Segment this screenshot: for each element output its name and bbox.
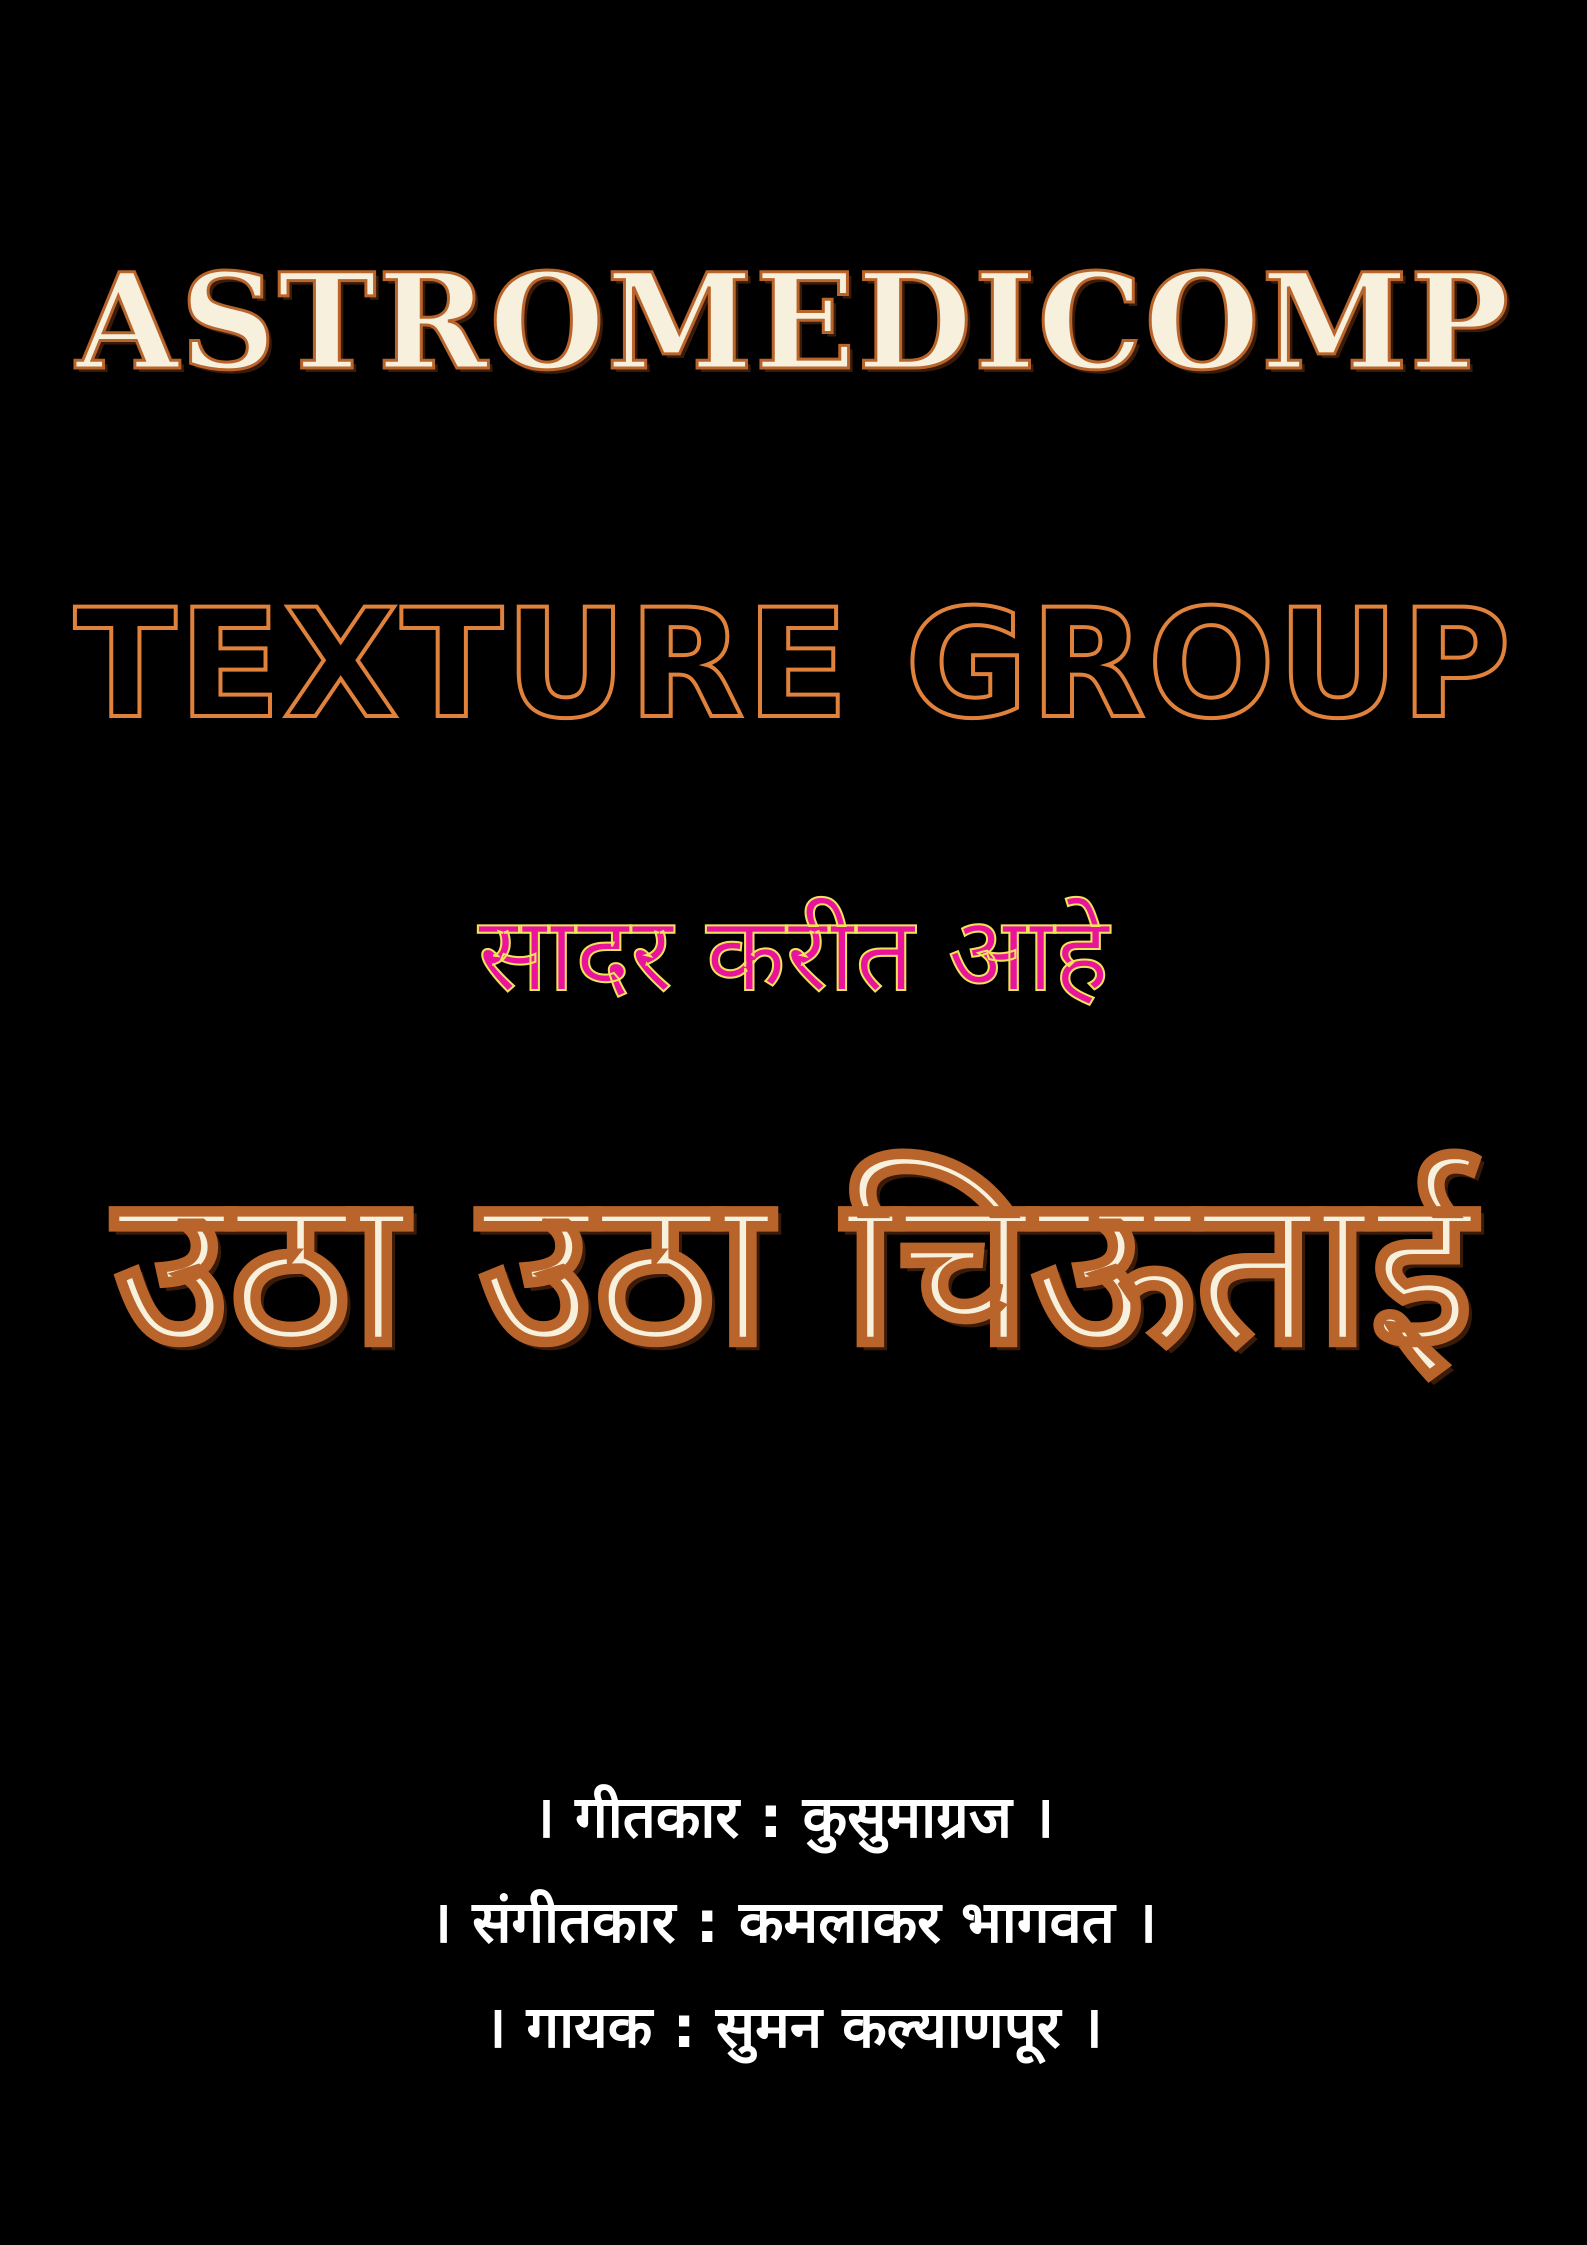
- credit-composer: । संगीतकार : कमलाकर भागवत ।: [430, 1888, 1157, 1956]
- group-title: TEXTURE GROUP: [74, 578, 1513, 752]
- song-title: उठा उठा चिऊताई: [114, 1147, 1473, 1392]
- credit-singer: । गायक : सुमन कल्याणपूर ।: [484, 1993, 1103, 2061]
- credit-lyricist: । गीतकार : कुसुमाग्रज ।: [532, 1783, 1055, 1851]
- brand-title: ASTROMEDICOMP: [75, 245, 1511, 400]
- presents-text: सादर करीत आहे: [477, 893, 1110, 1015]
